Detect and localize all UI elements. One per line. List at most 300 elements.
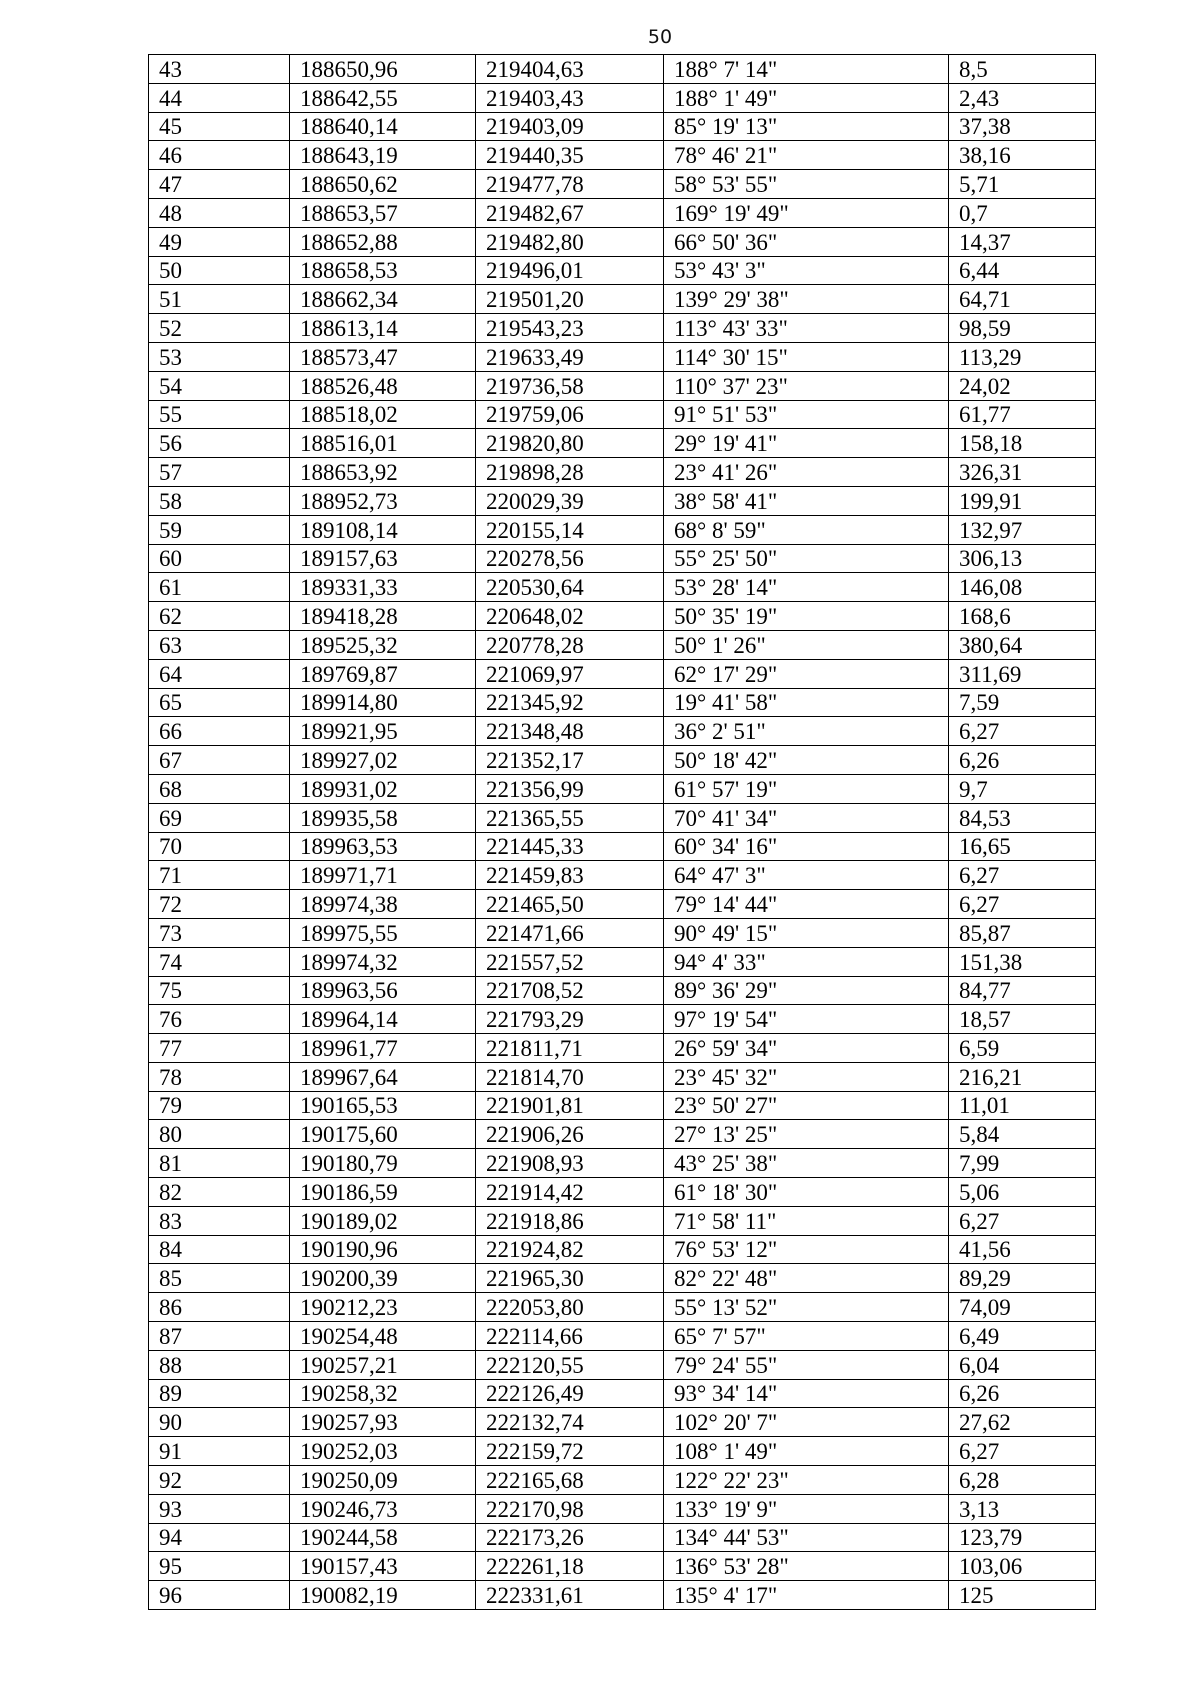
direction-angle-cell: 78° 46' 21" [664,141,949,170]
direction-angle-cell: 66° 50' 36" [664,227,949,256]
y-coordinate-cell: 221069,97 [476,659,664,688]
y-coordinate-cell: 219543,23 [476,314,664,343]
y-coordinate-cell: 219404,63 [476,55,664,84]
x-coordinate-cell: 190190,96 [290,1235,476,1264]
table-row [149,659,1096,688]
y-coordinate-cell: 221459,83 [476,861,664,890]
direction-angle-cell: 62° 17' 29" [664,659,949,688]
direction-angle-cell: 122° 22' 23" [664,1466,949,1495]
y-coordinate-cell: 220278,56 [476,544,664,573]
y-coordinate-cell: 222165,68 [476,1466,664,1495]
distance-cell: 132,97 [949,515,1096,544]
distance-cell: 306,13 [949,544,1096,573]
distance-cell: 14,37 [949,227,1096,256]
point-number-cell: 89 [149,1379,290,1408]
point-number-cell: 72 [149,890,290,919]
x-coordinate-cell: 188650,96 [290,55,476,84]
x-coordinate-cell: 188652,88 [290,227,476,256]
point-number-cell: 46 [149,141,290,170]
y-coordinate-cell: 221914,42 [476,1178,664,1207]
table-row [149,429,1096,458]
table-row [149,1408,1096,1437]
table-row [149,486,1096,515]
x-coordinate-cell: 189525,32 [290,630,476,659]
distance-cell: 2,43 [949,83,1096,112]
table-row [149,342,1096,371]
point-number-cell: 93 [149,1494,290,1523]
distance-cell: 64,71 [949,285,1096,314]
table-row [149,746,1096,775]
x-coordinate-cell: 190258,32 [290,1379,476,1408]
table-row [149,1523,1096,1552]
x-coordinate-cell: 190254,48 [290,1322,476,1351]
table-row [149,573,1096,602]
x-coordinate-cell: 189157,63 [290,544,476,573]
direction-angle-cell: 50° 1' 26" [664,630,949,659]
direction-angle-cell: 135° 4' 17" [664,1581,949,1610]
x-coordinate-cell: 188653,92 [290,458,476,487]
y-coordinate-cell: 219403,43 [476,83,664,112]
x-coordinate-cell: 188573,47 [290,342,476,371]
point-number-cell: 92 [149,1466,290,1495]
distance-cell: 199,91 [949,486,1096,515]
y-coordinate-cell: 219496,01 [476,256,664,285]
distance-cell: 18,57 [949,1005,1096,1034]
distance-cell: 85,87 [949,918,1096,947]
x-coordinate-cell: 190165,53 [290,1091,476,1120]
direction-angle-cell: 36° 2' 51" [664,717,949,746]
x-coordinate-cell: 189914,80 [290,688,476,717]
x-coordinate-cell: 190246,73 [290,1494,476,1523]
x-coordinate-cell: 190157,43 [290,1552,476,1581]
direction-angle-cell: 114° 30' 15" [664,342,949,371]
page-number: 50 [647,26,673,48]
y-coordinate-cell: 222261,18 [476,1552,664,1581]
direction-angle-cell: 65° 7' 57" [664,1322,949,1351]
direction-angle-cell: 97° 19' 54" [664,1005,949,1034]
point-number-cell: 58 [149,486,290,515]
table-row [149,832,1096,861]
point-number-cell: 95 [149,1552,290,1581]
point-number-cell: 75 [149,976,290,1005]
direction-angle-cell: 133° 19' 9" [664,1494,949,1523]
y-coordinate-cell: 219482,80 [476,227,664,256]
direction-angle-cell: 27° 13' 25" [664,1120,949,1149]
direction-angle-cell: 60° 34' 16" [664,832,949,861]
y-coordinate-cell: 221348,48 [476,717,664,746]
direction-angle-cell: 85° 19' 13" [664,112,949,141]
table-row [149,314,1096,343]
distance-cell: 168,6 [949,602,1096,631]
distance-cell: 3,13 [949,1494,1096,1523]
direction-angle-cell: 19° 41' 58" [664,688,949,717]
x-coordinate-cell: 189967,64 [290,1062,476,1091]
x-coordinate-cell: 188613,14 [290,314,476,343]
x-coordinate-cell: 190189,02 [290,1206,476,1235]
point-number-cell: 43 [149,55,290,84]
y-coordinate-cell: 219736,58 [476,371,664,400]
direction-angle-cell: 113° 43' 33" [664,314,949,343]
distance-cell: 37,38 [949,112,1096,141]
direction-angle-cell: 58° 53' 55" [664,170,949,199]
point-number-cell: 54 [149,371,290,400]
point-number-cell: 91 [149,1437,290,1466]
y-coordinate-cell: 219633,49 [476,342,664,371]
x-coordinate-cell: 190252,03 [290,1437,476,1466]
table-row [149,515,1096,544]
x-coordinate-cell: 190200,39 [290,1264,476,1293]
y-coordinate-cell: 219898,28 [476,458,664,487]
distance-cell: 103,06 [949,1552,1096,1581]
table-row [149,602,1096,631]
x-coordinate-cell: 188526,48 [290,371,476,400]
point-number-cell: 82 [149,1178,290,1207]
table-row [149,1379,1096,1408]
distance-cell: 7,59 [949,688,1096,717]
table-row [149,371,1096,400]
table-row [149,1091,1096,1120]
table-row [149,1235,1096,1264]
table-row [149,1005,1096,1034]
x-coordinate-cell: 189971,71 [290,861,476,890]
distance-cell: 27,62 [949,1408,1096,1437]
point-number-cell: 73 [149,918,290,947]
table-row [149,1034,1096,1063]
distance-cell: 38,16 [949,141,1096,170]
x-coordinate-cell: 190257,21 [290,1350,476,1379]
point-number-cell: 55 [149,400,290,429]
direction-angle-cell: 91° 51' 53" [664,400,949,429]
x-coordinate-cell: 188642,55 [290,83,476,112]
direction-angle-cell: 61° 18' 30" [664,1178,949,1207]
y-coordinate-cell: 221918,86 [476,1206,664,1235]
distance-cell: 74,09 [949,1293,1096,1322]
y-coordinate-cell: 221814,70 [476,1062,664,1091]
y-coordinate-cell: 221965,30 [476,1264,664,1293]
distance-cell: 146,08 [949,573,1096,602]
point-number-cell: 86 [149,1293,290,1322]
table-row [149,544,1096,573]
table-row [149,688,1096,717]
y-coordinate-cell: 222120,55 [476,1350,664,1379]
table-row [149,717,1096,746]
point-number-cell: 69 [149,803,290,832]
y-coordinate-cell: 221445,33 [476,832,664,861]
distance-cell: 0,7 [949,198,1096,227]
direction-angle-cell: 26° 59' 34" [664,1034,949,1063]
distance-cell: 61,77 [949,400,1096,429]
point-number-cell: 56 [149,429,290,458]
distance-cell: 41,56 [949,1235,1096,1264]
point-number-cell: 48 [149,198,290,227]
distance-cell: 6,49 [949,1322,1096,1351]
table-row [149,170,1096,199]
point-number-cell: 60 [149,544,290,573]
distance-cell: 9,7 [949,774,1096,803]
x-coordinate-cell: 189961,77 [290,1034,476,1063]
direction-angle-cell: 70° 41' 34" [664,803,949,832]
x-coordinate-cell: 189769,87 [290,659,476,688]
point-number-cell: 67 [149,746,290,775]
point-number-cell: 68 [149,774,290,803]
distance-cell: 6,27 [949,1206,1096,1235]
point-number-cell: 85 [149,1264,290,1293]
direction-angle-cell: 64° 47' 3" [664,861,949,890]
direction-angle-cell: 55° 25' 50" [664,544,949,573]
table-row [149,630,1096,659]
table-row [149,1120,1096,1149]
point-number-cell: 45 [149,112,290,141]
distance-cell: 123,79 [949,1523,1096,1552]
table-row [149,458,1096,487]
table-row [149,1437,1096,1466]
y-coordinate-cell: 221352,17 [476,746,664,775]
x-coordinate-cell: 189935,58 [290,803,476,832]
coordinates-table-body [149,55,1096,1610]
distance-cell: 5,06 [949,1178,1096,1207]
x-coordinate-cell: 189331,33 [290,573,476,602]
direction-angle-cell: 93° 34' 14" [664,1379,949,1408]
distance-cell: 380,64 [949,630,1096,659]
y-coordinate-cell: 221811,71 [476,1034,664,1063]
x-coordinate-cell: 189974,32 [290,947,476,976]
y-coordinate-cell: 221465,50 [476,890,664,919]
point-number-cell: 44 [149,83,290,112]
x-coordinate-cell: 189418,28 [290,602,476,631]
point-number-cell: 61 [149,573,290,602]
y-coordinate-cell: 219820,80 [476,429,664,458]
y-coordinate-cell: 219501,20 [476,285,664,314]
point-number-cell: 66 [149,717,290,746]
point-number-cell: 96 [149,1581,290,1610]
table-row [149,1178,1096,1207]
table-row [149,285,1096,314]
table-row [149,83,1096,112]
distance-cell: 6,27 [949,717,1096,746]
point-number-cell: 94 [149,1523,290,1552]
table-row [149,803,1096,832]
y-coordinate-cell: 221471,66 [476,918,664,947]
point-number-cell: 52 [149,314,290,343]
table-row [149,947,1096,976]
point-number-cell: 71 [149,861,290,890]
y-coordinate-cell: 220029,39 [476,486,664,515]
x-coordinate-cell: 190212,23 [290,1293,476,1322]
direction-angle-cell: 23° 41' 26" [664,458,949,487]
x-coordinate-cell: 188643,19 [290,141,476,170]
direction-angle-cell: 38° 58' 41" [664,486,949,515]
distance-cell: 6,26 [949,1379,1096,1408]
direction-angle-cell: 108° 1' 49" [664,1437,949,1466]
direction-angle-cell: 188° 7' 14" [664,55,949,84]
y-coordinate-cell: 221365,55 [476,803,664,832]
direction-angle-cell: 102° 20' 7" [664,1408,949,1437]
y-coordinate-cell: 220778,28 [476,630,664,659]
table-row [149,55,1096,84]
distance-cell: 216,21 [949,1062,1096,1091]
table-row [149,774,1096,803]
direction-angle-cell: 136° 53' 28" [664,1552,949,1581]
y-coordinate-cell: 221557,52 [476,947,664,976]
x-coordinate-cell: 190082,19 [290,1581,476,1610]
table-row [149,112,1096,141]
table-row [149,1466,1096,1495]
distance-cell: 6,27 [949,1437,1096,1466]
point-number-cell: 83 [149,1206,290,1235]
distance-cell: 6,04 [949,1350,1096,1379]
direction-angle-cell: 76° 53' 12" [664,1235,949,1264]
table-row [149,198,1096,227]
direction-angle-cell: 50° 35' 19" [664,602,949,631]
x-coordinate-cell: 188516,01 [290,429,476,458]
y-coordinate-cell: 222159,72 [476,1437,664,1466]
direction-angle-cell: 79° 24' 55" [664,1350,949,1379]
x-coordinate-cell: 188640,14 [290,112,476,141]
distance-cell: 158,18 [949,429,1096,458]
table-row [149,1350,1096,1379]
distance-cell: 311,69 [949,659,1096,688]
direction-angle-cell: 61° 57' 19" [664,774,949,803]
point-number-cell: 76 [149,1005,290,1034]
table-row [149,1322,1096,1351]
y-coordinate-cell: 220530,64 [476,573,664,602]
y-coordinate-cell: 222132,74 [476,1408,664,1437]
distance-cell: 5,84 [949,1120,1096,1149]
point-number-cell: 87 [149,1322,290,1351]
direction-angle-cell: 43° 25' 38" [664,1149,949,1178]
distance-cell: 326,31 [949,458,1096,487]
table-row [149,1264,1096,1293]
distance-cell: 6,27 [949,861,1096,890]
x-coordinate-cell: 188658,53 [290,256,476,285]
point-number-cell: 49 [149,227,290,256]
x-coordinate-cell: 188518,02 [290,400,476,429]
distance-cell: 11,01 [949,1091,1096,1120]
table-row [149,890,1096,919]
y-coordinate-cell: 222126,49 [476,1379,664,1408]
direction-angle-cell: 29° 19' 41" [664,429,949,458]
point-number-cell: 62 [149,602,290,631]
distance-cell: 84,77 [949,976,1096,1005]
direction-angle-cell: 53° 28' 14" [664,573,949,602]
table-row [149,227,1096,256]
y-coordinate-cell: 220155,14 [476,515,664,544]
y-coordinate-cell: 221345,92 [476,688,664,717]
distance-cell: 8,5 [949,55,1096,84]
distance-cell: 151,38 [949,947,1096,976]
distance-cell: 98,59 [949,314,1096,343]
x-coordinate-cell: 189963,56 [290,976,476,1005]
point-number-cell: 78 [149,1062,290,1091]
table-row [149,256,1096,285]
y-coordinate-cell: 221793,29 [476,1005,664,1034]
y-coordinate-cell: 221356,99 [476,774,664,803]
direction-angle-cell: 68° 8' 59" [664,515,949,544]
y-coordinate-cell: 221708,52 [476,976,664,1005]
table-row [149,1494,1096,1523]
table-row [149,1581,1096,1610]
point-number-cell: 90 [149,1408,290,1437]
table-row [149,976,1096,1005]
y-coordinate-cell: 222170,98 [476,1494,664,1523]
distance-cell: 7,99 [949,1149,1096,1178]
y-coordinate-cell: 219440,35 [476,141,664,170]
table-row [149,1062,1096,1091]
y-coordinate-cell: 222114,66 [476,1322,664,1351]
y-coordinate-cell: 221901,81 [476,1091,664,1120]
direction-angle-cell: 188° 1' 49" [664,83,949,112]
distance-cell: 6,26 [949,746,1096,775]
direction-angle-cell: 71° 58' 11" [664,1206,949,1235]
table-row [149,1149,1096,1178]
y-coordinate-cell: 221924,82 [476,1235,664,1264]
x-coordinate-cell: 188952,73 [290,486,476,515]
direction-angle-cell: 79° 14' 44" [664,890,949,919]
direction-angle-cell: 139° 29' 38" [664,285,949,314]
y-coordinate-cell: 220648,02 [476,602,664,631]
x-coordinate-cell: 188650,62 [290,170,476,199]
distance-cell: 6,44 [949,256,1096,285]
table-row [149,1206,1096,1235]
y-coordinate-cell: 221906,26 [476,1120,664,1149]
direction-angle-cell: 89° 36' 29" [664,976,949,1005]
direction-angle-cell: 94° 4' 33" [664,947,949,976]
direction-angle-cell: 23° 45' 32" [664,1062,949,1091]
x-coordinate-cell: 189964,14 [290,1005,476,1034]
distance-cell: 89,29 [949,1264,1096,1293]
point-number-cell: 50 [149,256,290,285]
table-row [149,1293,1096,1322]
distance-cell: 24,02 [949,371,1096,400]
direction-angle-cell: 90° 49' 15" [664,918,949,947]
point-number-cell: 59 [149,515,290,544]
distance-cell: 113,29 [949,342,1096,371]
point-number-cell: 53 [149,342,290,371]
direction-angle-cell: 50° 18' 42" [664,746,949,775]
point-number-cell: 84 [149,1235,290,1264]
point-number-cell: 57 [149,458,290,487]
table-row [149,400,1096,429]
x-coordinate-cell: 189975,55 [290,918,476,947]
table-row [149,141,1096,170]
direction-angle-cell: 55° 13' 52" [664,1293,949,1322]
distance-cell: 5,71 [949,170,1096,199]
y-coordinate-cell: 221908,93 [476,1149,664,1178]
point-number-cell: 77 [149,1034,290,1063]
x-coordinate-cell: 189974,38 [290,890,476,919]
x-coordinate-cell: 190175,60 [290,1120,476,1149]
x-coordinate-cell: 190186,59 [290,1178,476,1207]
x-coordinate-cell: 188662,34 [290,285,476,314]
direction-angle-cell: 134° 44' 53" [664,1523,949,1552]
point-number-cell: 65 [149,688,290,717]
y-coordinate-cell: 219477,78 [476,170,664,199]
point-number-cell: 51 [149,285,290,314]
point-number-cell: 81 [149,1149,290,1178]
distance-cell: 6,28 [949,1466,1096,1495]
direction-angle-cell: 110° 37' 23" [664,371,949,400]
point-number-cell: 79 [149,1091,290,1120]
point-number-cell: 88 [149,1350,290,1379]
y-coordinate-cell: 219759,06 [476,400,664,429]
x-coordinate-cell: 189963,53 [290,832,476,861]
distance-cell: 84,53 [949,803,1096,832]
x-coordinate-cell: 188653,57 [290,198,476,227]
x-coordinate-cell: 190257,93 [290,1408,476,1437]
x-coordinate-cell: 190250,09 [290,1466,476,1495]
y-coordinate-cell: 222053,80 [476,1293,664,1322]
y-coordinate-cell: 222331,61 [476,1581,664,1610]
